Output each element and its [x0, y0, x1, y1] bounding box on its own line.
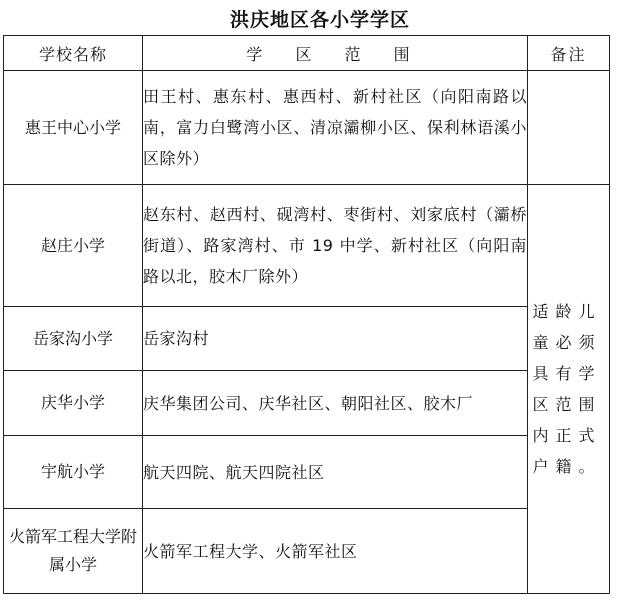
school-name-cell: 火箭军工程大学附属小学 [4, 509, 143, 594]
school-name-cell: 赵庄小学 [4, 185, 143, 307]
header-school-name: 学校名称 [4, 36, 143, 71]
note-text: 适龄儿童必须具有学区范围内正式户籍。 [532, 302, 602, 476]
district-range-cell: 岳家沟村 [143, 307, 528, 371]
header-district-range: 学 区 范 围 [143, 36, 528, 71]
district-range-cell: 火箭军工程大学、火箭军社区 [143, 509, 528, 594]
note-cell-empty [528, 71, 610, 185]
district-range-cell: 航天四院、航天四院社区 [143, 436, 528, 509]
table-header-row [4, 36, 610, 71]
table-row [4, 371, 610, 436]
table-row [4, 307, 610, 371]
district-range-cell: 田王村、惠东村、惠西村、新村社区（向阳南路以南，富力白鹭湾小区、清凉灞柳小区、保利林语溪小区除外） [143, 71, 528, 185]
district-range-cell: 赵东村、赵西村、砚湾村、枣街村、刘家底村（灞桥街道）、路家湾村、市 19 中学、新村社区（向阳南路以北，胶木厂除外） [143, 185, 528, 307]
table-row [4, 71, 610, 185]
district-range-cell: 庆华集团公司、庆华社区、朝阳社区、胶木厂 [143, 371, 528, 436]
school-district-table [3, 35, 610, 594]
header-note: 备注 [528, 36, 610, 71]
school-name-cell: 宇航小学 [4, 436, 143, 509]
document-title: 洪庆地区各小学学区 [229, 9, 410, 31]
school-name-cell: 庆华小学 [4, 371, 143, 436]
note-cell [528, 185, 610, 594]
school-name-cell: 岳家沟小学 [4, 307, 143, 371]
school-name-cell: 惠王中心小学 [4, 71, 143, 185]
table-row [4, 509, 610, 594]
table-row [4, 185, 610, 307]
table-row [4, 436, 610, 509]
